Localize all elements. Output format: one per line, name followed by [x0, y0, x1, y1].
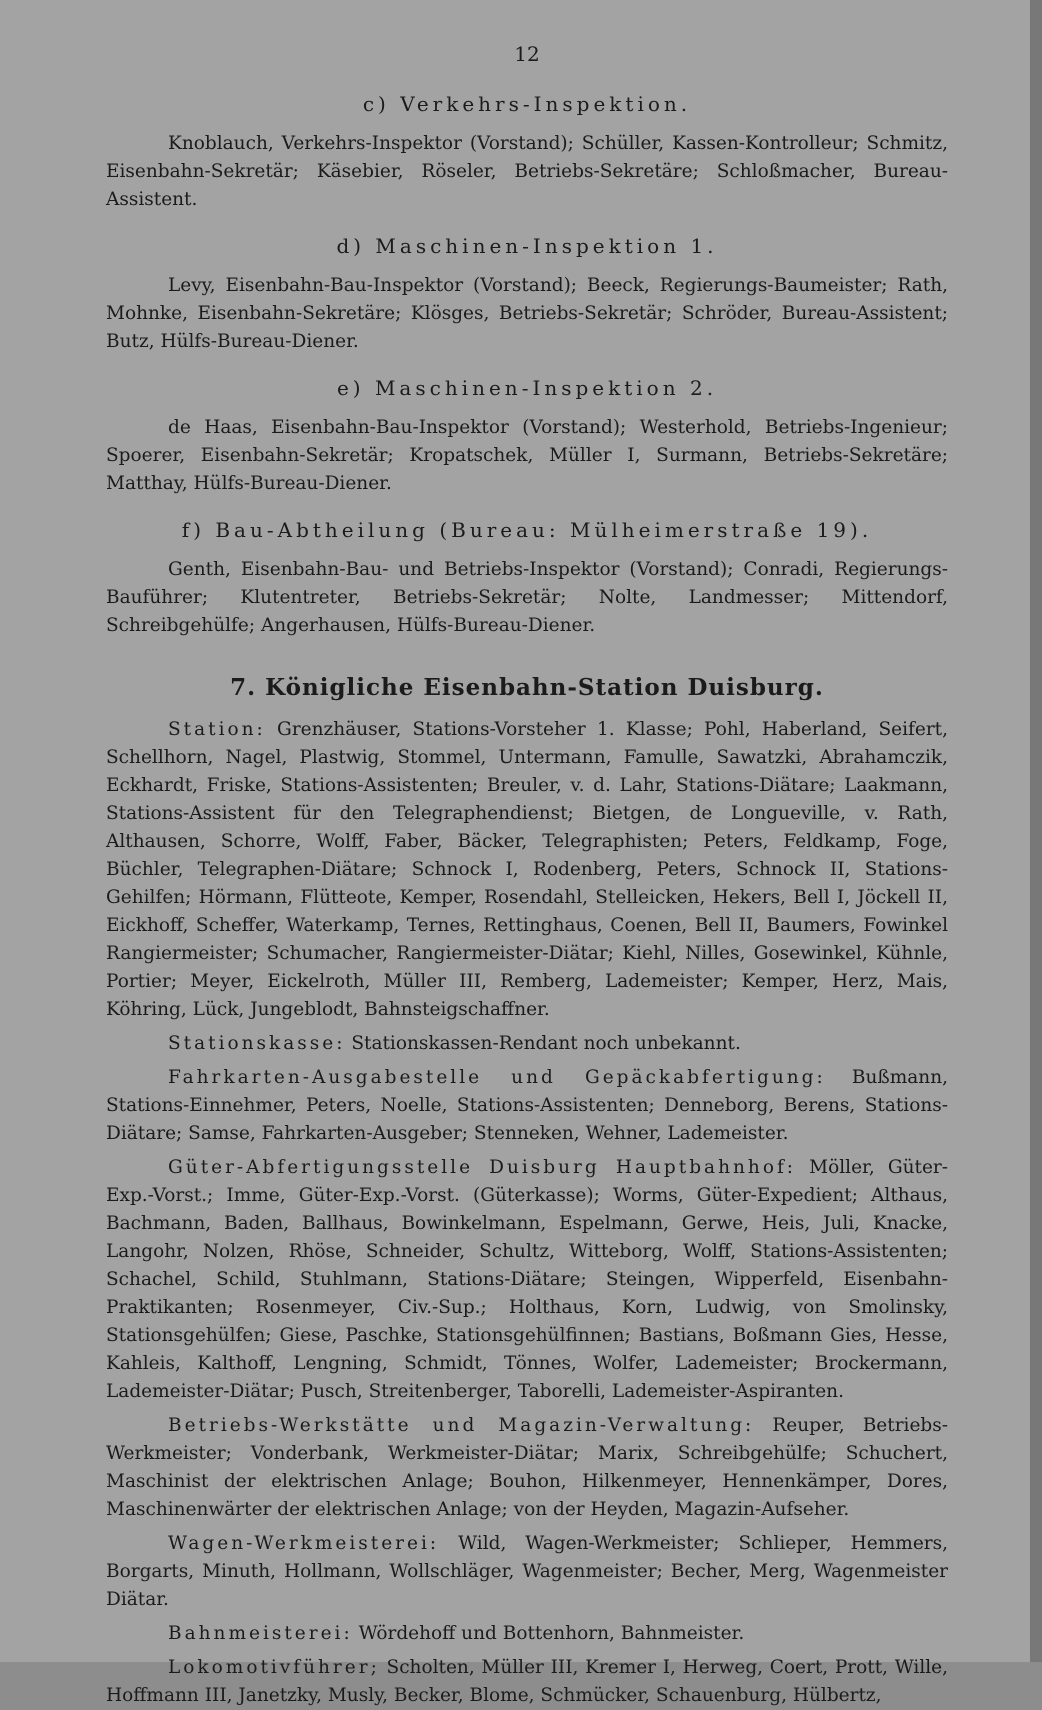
station-block-fahrkarten — [106, 1064, 948, 1148]
station-block-bahnmeisterei — [106, 1620, 948, 1648]
section-verkehrs-inspektion — [106, 92, 948, 214]
block-label: Bahnmeisterei: — [168, 1623, 353, 1644]
station-block-gueter-abfertigung — [106, 1154, 948, 1406]
station-block-betriebs-werkstaette — [106, 1412, 948, 1524]
block-text: Scholten, Müller III, Kremer I, Herweg, Coert, Prott, Wille, Hoffmann III, Janetzky, Musly, Becker, Blome, Schmücker, Schauenburg, Hülbertz, — [106, 1657, 948, 1706]
section-maschinen-inspektion-1 — [106, 234, 948, 356]
station-block-lokomotivfuehrer — [106, 1654, 948, 1710]
station-title: 7. Königliche Eisenbahn-Station Duisburg. — [230, 674, 824, 701]
block-label: Stationskasse: — [168, 1033, 346, 1054]
section-heading: f) Bau-Abtheilung (Bureau: Mülheimerstraße 19). — [181, 518, 873, 542]
section-maschinen-inspektion-2 — [106, 376, 948, 498]
block-text: Möller, Güter-Exp.-Vorst.; Imme, Güter-Exp.-Vorst. (Güterkasse); Worms, Güter-Expedient; Althaus, Bachmann, Baden, Ballhaus, Bowinkelmann, Espelmann, Gerwe, Heis, Juli, Knacke, Langohr, Nolzen, Rhöse, Schneider, Schultz, Witteborg, Wolff, Stations-Assistenten; Schachel, Schild, Stuhlmann, Stations-Diätare; Steingen, Wipperfeld, Eisenbahn-Praktikanten; Rosenmeyer, Civ.-Sup.; Holthaus, Korn, Ludwig, von Smolinsky, Stationsgehülfen; Giese, Paschke, Stationsgehülfinnen; Bastians, Boßmann Gies, Hesse, Kahleis, Kalthoff, Lengning, Schmidt, Tönnes, Wolfer, Lademeister; Brockermann, Lademeister-Diätar; Pusch, Streitenberger, Taborelli, Lademeister-Aspiranten. — [106, 1157, 948, 1402]
block-text: Wild, Wagen-Werkmeister; Schlieper, Hemmers, Borgarts, Minuth, Hollmann, Wollschläger, Wagenmeister; Becher, Merg, Wagenmeister Diätar. — [106, 1533, 949, 1610]
section-text: de Haas, Eisenbahn-Bau-Inspektor (Vorstand); Westerhold, Betriebs-Ingenieur; Spoerer, Eisenbahn-Sekretär; Kropatschek, Müller I, Surmann, Betriebs-Sekretäre; Matthay, Hülfs-Bureau-Diener. — [106, 417, 948, 494]
section-bau-abtheilung — [106, 518, 948, 640]
block-text: Stationskassen-Rendant noch unbekannt. — [351, 1033, 741, 1054]
block-label: Station: — [168, 719, 266, 740]
block-text: Reuper, Betriebs-Werkmeister; Vonderbank, Werkmeister-Diätar; Marix, Schreibgehülfe; Schuchert, Maschinist der elektrischen Anlage; Bouhon, Hilkenmeyer, Hennenkämper, Dores, Maschinenwärter der elektrischen Anlage; von der Heyden, Magazin-Aufseher. — [106, 1415, 948, 1520]
section-heading: d) Maschinen-Inspektion 1. — [336, 234, 718, 258]
station-block-station — [106, 716, 948, 1024]
block-text: Grenzhäuser, Stations-Vorsteher 1. Klasse; Pohl, Haberland, Seifert, Schellhorn, Nagel, Plastwig, Stommel, Untermann, Famulle, Sawatzki, Abrahamczik, Eckhardt, Friske, Stations-Assistenten; Breuler, v. d. Lahr, Stations-Diätare; Laakmann, Stations-Assistent für den Telegraphendienst; Bietgen, de Longueville, v. Rath, Althausen, Schorre, Wolff, Faber, Bäcker, Telegraphisten; Peters, Feldkamp, Foge, Büchler, Telegraphen-Diätare; Schnock I, Rodenberg, Peters, Schnock II, Stations-Gehilfen; Hörmann, Flütteote, Kemper, Rosendahl, Stelleicken, Hekers, Bell I, Jöckell II, Eickhoff, Scheffer, Waterkamp, Ternes, Rettinghaus, Coenen, Bell II, Baumers, Fowinkel Rangiermeister; Schumacher, Rangiermeister-Diätar; Kiehl, Nilles, Gosewinkel, Kühnle, Portier; Meyer, Eickelroth, Müller III, Remberg, Lademeister; Kemper, Herz, Mais, Köhring, Lück, Jungeblodt, Bahnsteigschaffner. — [106, 719, 948, 1020]
section-heading: c) Verkehrs-Inspektion. — [362, 92, 692, 116]
page-edge-shadow — [1030, 0, 1042, 1662]
block-label: Fahrkarten-Ausgabestelle und Gepäckabfertigung: — [168, 1067, 826, 1088]
section-text: Genth, Eisenbahn-Bau- und Betriebs-Inspektor (Vorstand); Conradi, Regierungs-Bauführer; Klutentreter, Betriebs-Sekretär; Nolte, Landmesser; Mittendorf, Schreibgehülfe; Angerhausen, Hülfs-Bureau-Diener. — [106, 559, 948, 636]
block-label: Betriebs-Werkstätte und Magazin-Verwaltung: — [168, 1415, 755, 1436]
station-block-wagen-werkmeisterei — [106, 1530, 948, 1614]
block-label: Lokomotivführer; — [168, 1657, 380, 1678]
section-text: Levy, Eisenbahn-Bau-Inspektor (Vorstand); Beeck, Regierungs-Baumeister; Rath, Mohnke, Eisenbahn-Sekretäre; Klösges, Betriebs-Sekretär; Schröder, Bureau-Assistent; Butz, Hülfs-Bureau-Diener. — [106, 275, 948, 352]
page-number: 12 — [514, 42, 540, 66]
station-block-stationskasse — [106, 1030, 948, 1058]
section-text: Knoblauch, Verkehrs-Inspektor (Vorstand); Schüller, Kassen-Kontrolleur; Schmitz, Eisenbahn-Sekretär; Käsebier, Röseler, Betriebs-Sekretäre; Schloßmacher, Bureau-Assistent. — [106, 133, 948, 210]
section-heading: e) Maschinen-Inspektion 2. — [336, 376, 718, 400]
block-text: Wördehoff und Bottenhorn, Bahnmeister. — [358, 1623, 745, 1644]
block-label: Wagen-Werkmeisterei: — [168, 1533, 440, 1554]
block-label: Güter-Abfertigungsstelle Duisburg Hauptbahnhof: — [168, 1157, 797, 1178]
block-text: Bußmann, Stations-Einnehmer, Peters, Noelle, Stations-Assistenten; Denneborg, Berens, Stations-Diätare; Samse, Fahrkarten-Ausgeber; Stenneken, Wehner, Lademeister. — [106, 1067, 948, 1144]
